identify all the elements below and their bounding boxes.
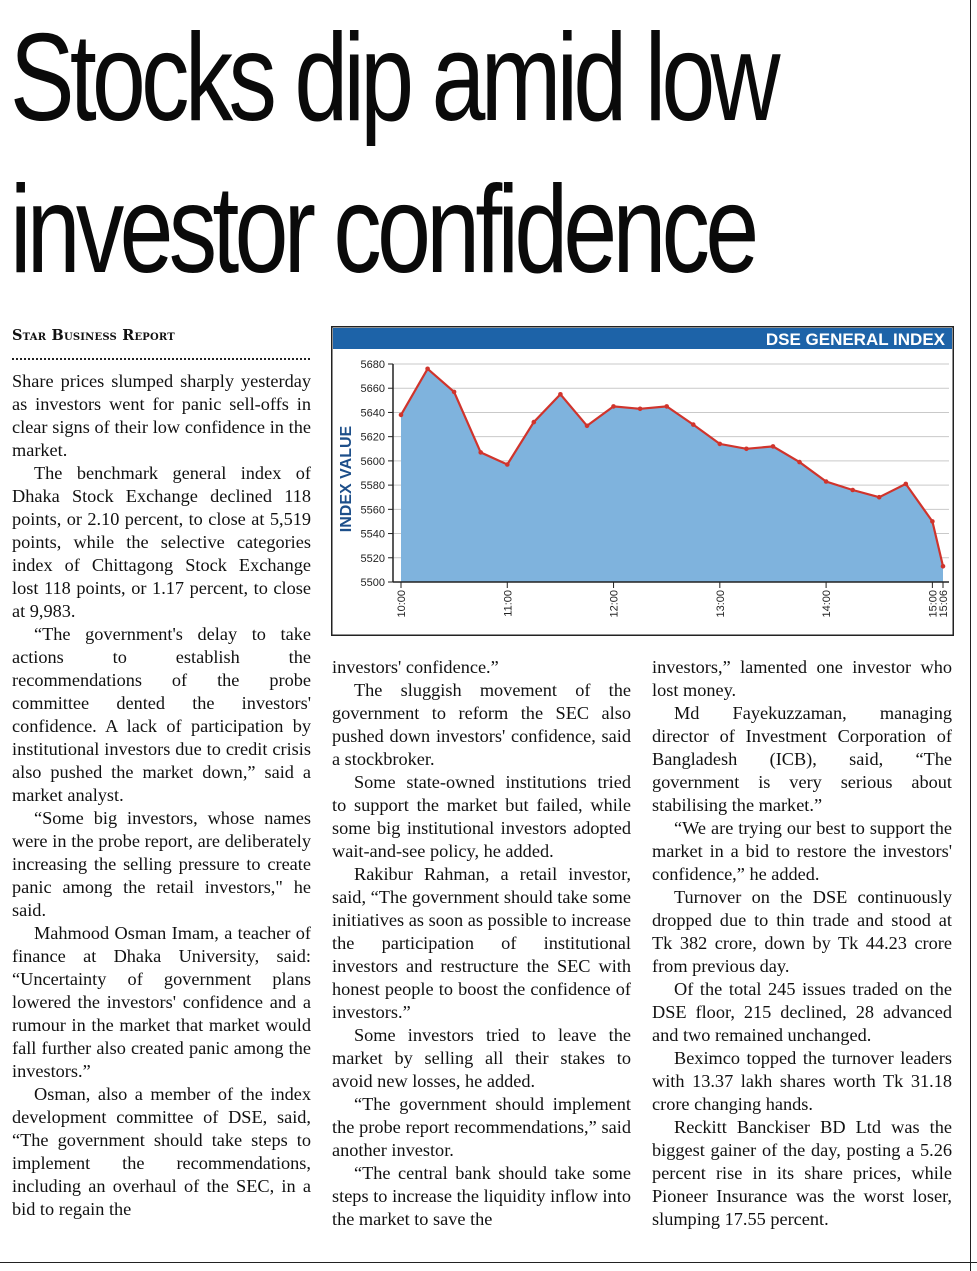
dse-index-chart <box>331 326 954 636</box>
y-tick-label: 5560 <box>360 504 385 517</box>
page-bottom-rule <box>0 1262 977 1263</box>
data-point <box>771 444 776 449</box>
paragraph: investors,” lamented one investor who lost money. <box>652 657 952 700</box>
page-edge-rule <box>970 0 971 1271</box>
x-tick-label: 14:00 <box>821 590 834 618</box>
x-tick-label: 13:00 <box>714 590 727 618</box>
data-point <box>850 488 855 493</box>
y-tick-label: 5680 <box>360 359 385 371</box>
paragraph: “Some big investors, whose names were in the probe report, are deliberately increasing the selling pressure to create panic among the retail investors," he said. <box>12 808 311 920</box>
data-point <box>611 404 616 409</box>
paragraph: Share prices slumped sharply yesterday as investors went for panic sell-offs in clear signs of their low confidence in the market. <box>12 371 311 460</box>
x-tick-label: 15:06 <box>938 590 950 618</box>
data-point <box>824 479 829 484</box>
paragraph: Some investors tried to leave the market by selling all their stakes to avoid new losses, he added. <box>332 1025 631 1091</box>
x-tick-label: 11:00 <box>502 590 515 617</box>
y-tick-label: 5640 <box>360 407 385 420</box>
headline <box>10 2 776 306</box>
byline: Star Business Report <box>12 327 175 344</box>
paragraph: The sluggish movement of the government to reform the SEC also pushed down investors' confidence, said a stockbroker. <box>332 680 631 769</box>
paragraph: Of the total 245 issues traded on the DSE floor, 215 declined, 28 advanced and two remained unchanged. <box>652 979 952 1045</box>
y-axis-title: INDEX VALUE <box>338 425 355 533</box>
paragraph: Some state-owned institutions tried to support the market but failed, while some big institutional investors adopted wait-and-see policy, he added. <box>332 772 631 861</box>
paragraph: investors' confidence.” <box>332 657 499 677</box>
article-column-2 <box>332 656 631 1231</box>
article-column-3 <box>652 656 952 1231</box>
x-tick-label: 10:00 <box>396 590 408 618</box>
article-column-1 <box>12 370 311 1221</box>
headline-line-2: investor confidence <box>10 161 755 299</box>
paragraph: Mahmood Osman Imam, a teacher of finance at Dhaka University, said: “Uncertainty of government plans lowered the investors' confidence and a rumour in the market that market would fall further also created panic among the investors.” <box>12 923 311 1081</box>
data-point <box>532 420 537 425</box>
data-point <box>638 407 643 412</box>
y-tick-label: 5520 <box>360 552 385 565</box>
chart-title: DSE GENERAL INDEX <box>765 330 945 349</box>
data-point <box>930 519 935 524</box>
paragraph: The benchmark general index of Dhaka Stock Exchange declined 118 points, or 2.10 percent, to close at 5,519 points, while the selective categories index of Chittagong Stock Exchange lost 118 points, or 1.17 percent, to close at 9,983. <box>12 463 311 621</box>
y-tick-label: 5660 <box>360 383 385 396</box>
paragraph: Md Fayekuzzaman, managing director of Investment Corporation of Bangladesh (ICB), said, “The government is very serious about stabilising the market.” <box>652 703 952 815</box>
headline-line-1: Stocks dip amid low <box>10 9 776 147</box>
data-point <box>744 447 749 452</box>
x-tick-label: 15:00 <box>927 590 940 618</box>
data-point <box>505 462 510 467</box>
x-tick-label: 12:00 <box>608 590 621 618</box>
data-point <box>877 495 882 500</box>
y-tick-label: 5600 <box>360 455 385 468</box>
paragraph: Reckitt Banckiser BD Ltd was the biggest gainer of the day, posting a 5.26 percent rise in its share prices, while Pioneer Insurance was the worst loser, slumping 17.55 percent. <box>652 1117 952 1229</box>
y-tick-label: 5580 <box>360 480 385 493</box>
data-point <box>558 392 563 397</box>
data-point <box>664 404 669 409</box>
data-point <box>797 460 802 465</box>
data-point <box>452 390 457 395</box>
data-point <box>478 450 483 455</box>
paragraph: Beximco topped the turnover leaders with 13.37 lakh shares worth Tk 31.18 crore changing hands. <box>652 1048 952 1114</box>
paragraph: “The government should implement the probe report recommendations,” said another investor. <box>332 1094 631 1160</box>
paragraph: “The central bank should take some steps to increase the liquidity inflow into the market to save the <box>332 1163 631 1229</box>
byline-divider <box>12 358 310 360</box>
paragraph: Osman, also a member of the index development committee of DSE, said, “The government should take steps to implement the recommendations, including an overhaul of the SEC, in a bid to regain the <box>12 1084 311 1219</box>
data-point <box>718 442 723 447</box>
data-point <box>585 424 590 429</box>
paragraph: “We are trying our best to support the market in a bid to restore the investors' confidence,” he added. <box>652 818 952 884</box>
data-point <box>691 422 696 427</box>
paragraph: Turnover on the DSE continuously dropped due to thin trade and stood at Tk 382 crore, down by Tk 44.23 crore from previous day. <box>652 887 952 976</box>
y-tick-label: 5620 <box>360 431 385 444</box>
data-point <box>904 482 909 487</box>
paragraph: “The government's delay to take actions to establish the recommendations of the probe committee dented the investors' confidence. A lack of participation by institutional investors due to credit crisis also pushed the market down,” said a market analyst. <box>12 624 311 805</box>
y-tick-label: 5540 <box>360 528 385 541</box>
paragraph: Rakibur Rahman, a retail investor, said, “The government should take some initiatives as soon as possible to increase the participation of institutional investors and restructure the SEC with honest people to boost the confidence of investors.” <box>332 864 631 1022</box>
data-point <box>425 367 430 372</box>
data-point <box>399 413 404 418</box>
y-tick-label: 5500 <box>360 577 385 589</box>
data-point <box>941 564 946 569</box>
